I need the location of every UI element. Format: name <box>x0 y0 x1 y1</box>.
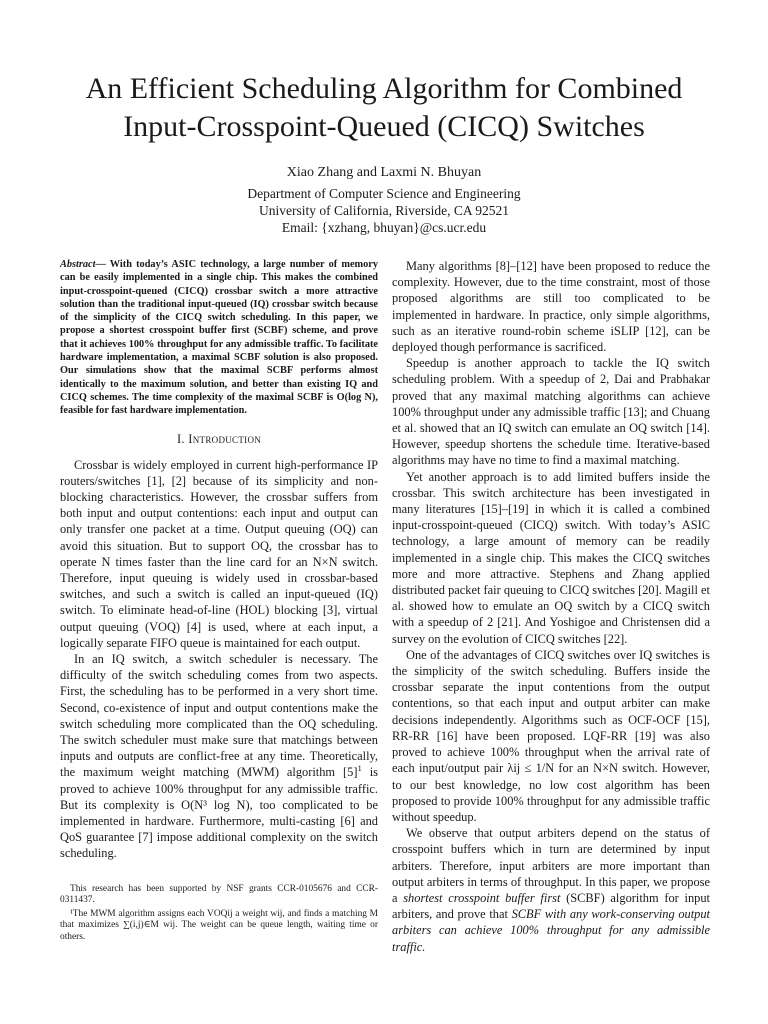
intro-paragraph-3: Many algorithms [8]–[12] have been proposed to reduce the complexity. However, due to the time constraint, most of those proposed algorithms are still too complicated to be implemented in hardware. In practice, only simple algorithms, such as an iterative round-robin scheme iSLIP [12], can be deployed though performance is sacrificed. <box>392 259 710 355</box>
intro-paragraph-5: Yet another approach is to add limited buffers inside the crossbar. This switch architecture has been investigated in many literatures [15]–[19] in which it is called a combined input-crosspoint-queued (CICQ) switch. With today’s ASIC technology, a large amount of memory can be readily implemented in a single chip. This makes the CICQ switches more and more attractive. Stephens and Zhang applied distributed packet fair queuing to CICQ switches [20]. Magill et al. showed how to emulate an OQ switch by a CICQ switch with a speedup of 2 [21]. And Yoshigoe and Christensen did a survey on the evolution of CICQ switches [22]. <box>392 469 710 646</box>
section-title: Introduction <box>188 431 262 446</box>
author-email: Email: {xzhang, bhuyan}@cs.ucr.edu <box>281 220 487 235</box>
intro-paragraph-6: One of the advantages of CICQ switches over IQ switches is the simplicity of the switch scheduling. Buffers inside the crossbar separate the input contentions from the output contentions, so that each input and output arbiter can make decisions independently. Algorithms such as OCF-OCF [15], RR-RR [16] have been proposed. LQF-RR [19] was also proved to achieve 100% throughput when the arrival rate of each input/output pair λij ≤ 1/N for an N×N switch. However, to our best knowledge, no low cost algorithm has been proposed to provide 100% throughput for any admissible traffic without speedup. <box>392 647 710 824</box>
right-column <box>392 258 710 955</box>
abstract <box>60 258 378 418</box>
paper-title <box>40 70 728 146</box>
section-heading-introduction <box>60 432 378 447</box>
intro-paragraph-7-part-b: (SCBF) algorithm for input arbiters, and prove that <box>392 890 710 922</box>
section-number: I. <box>176 431 185 446</box>
affiliation-university: University of California, Riverside, CA 92521 <box>258 203 510 218</box>
footnotes <box>60 884 378 944</box>
intro-paragraph-7-part-a: We observe that output arbiters depend on the status of crosspoint buffers which in turn are determined by input arbiters. Therefore, input arbiters are more important than output arbiters in terms of throughput. In this paper, we propose a <box>392 826 710 905</box>
intro-paragraph-7 <box>392 825 710 955</box>
footnote-marker: 1 <box>357 763 362 774</box>
intro-paragraph-4: Speedup is another approach to tackle the IQ switch scheduling problem. With a speedup of 2, Dai and Prabhakar proved that any maximal matching algorithms can achieve 100% throughput under any admissible traffic [13]; and Chuang et al. showed that an IQ switch can emulate an OQ switch [14]. However, speedup shortens the schedule time. Iterative-based algorithms may have no time to find a maximal matching. <box>392 356 710 468</box>
intro-paragraph-2 <box>60 651 378 862</box>
footnote-1: ¹The MWM algorithm assigns each VOQij a weight wij, and finds a matching M that maximizes ∑(i,j)∈M wij. The weight can be queue length, waiting time or others. <box>60 908 378 943</box>
footnote-funding: This research has been supported by NSF grants CCR-0105676 and CCR-0311437. <box>60 883 378 906</box>
author-block <box>40 164 728 236</box>
intro-paragraph-2-part-a: In an IQ switch, a switch scheduler is necessary. The difficulty of the switch scheduling comes from two aspects. First, the scheduling has to be performed in a very short time. Second, co-existence of input and output contentions make the switch scheduling more complicated than the OQ scheduling. The switch scheduler must make sure that matchings between inputs and outputs are conflict-free at any time. Theoretically, the maximum weight matching (MWM) algorithm [5] <box>60 652 378 780</box>
abstract-label: Abstract <box>60 259 96 270</box>
intro-paragraph-2-part-b: is proved to achieve 100% throughput for any admissible traffic. But its complexity is O(N³ log N), too complicated to be implemented in hardware. Furthermore, multi-casting [6] and QoS guarantee [7] impose additional complexity on the switch scheduling. <box>60 765 378 861</box>
author-names: Xiao Zhang and Laxmi N. Bhuyan <box>286 165 482 180</box>
emphasis-claim: SCBF with any work-conserving output arbiters can achieve 100% throughput for any admissible traffic. <box>392 907 710 954</box>
left-column <box>60 258 378 946</box>
abstract-text: — With today’s ASIC technology, a large number of memory can be easily implemented in a single chip. This makes the combined input-crosspoint-queued (CICQ) crossbar switch a more attractive solution than the traditional input-queued (IQ) crossbar switch because of the simplicity of the CICQ switch scheduling. In this paper, we propose a shortest crosspoint buffer first (SCBF) scheme, and prove that it achieves 100% throughput for any admissible traffic. To facilitate hardware implementation, a maximal SCBF solution is also proposed. Our simulations show that the maximal SCBF performs almost identically to the maximum solution, and better than existing IQ and CICQ schemes. The time complexity of the maximal SCBF is O(log N), feasible for fast hardware implementation. <box>60 259 378 417</box>
title-line-1: An Efficient Scheduling Algorithm for Combined <box>85 72 683 105</box>
intro-paragraph-1: Crossbar is widely employed in current high-performance IP routers/switches [1], [2] because of its simplicity and non-blocking characteristics. However, the crossbar suffers from both input and output contentions: each input and output can only transfer one packet at a time. Output queuing (OQ) can avoid this situation. But to support OQ, the crossbar has to operate N times faster than the line card for an N×N switch. Therefore, input queuing is widely used in crossbar-based switches, and such a switch is called an input-queued (IQ) switch. To eliminate head-of-line (HOL) blocking [3], virtual output queuing (VOQ) [4] is used, where at each input, a logically separate FIFO queue is maintained for each output. <box>60 457 378 650</box>
affiliation-department: Department of Computer Science and Engineering <box>247 186 521 201</box>
emphasis-scbf: shortest crosspoint buffer first <box>403 890 561 905</box>
title-line-2: Input-Crosspoint-Queued (CICQ) Switches <box>123 110 645 143</box>
